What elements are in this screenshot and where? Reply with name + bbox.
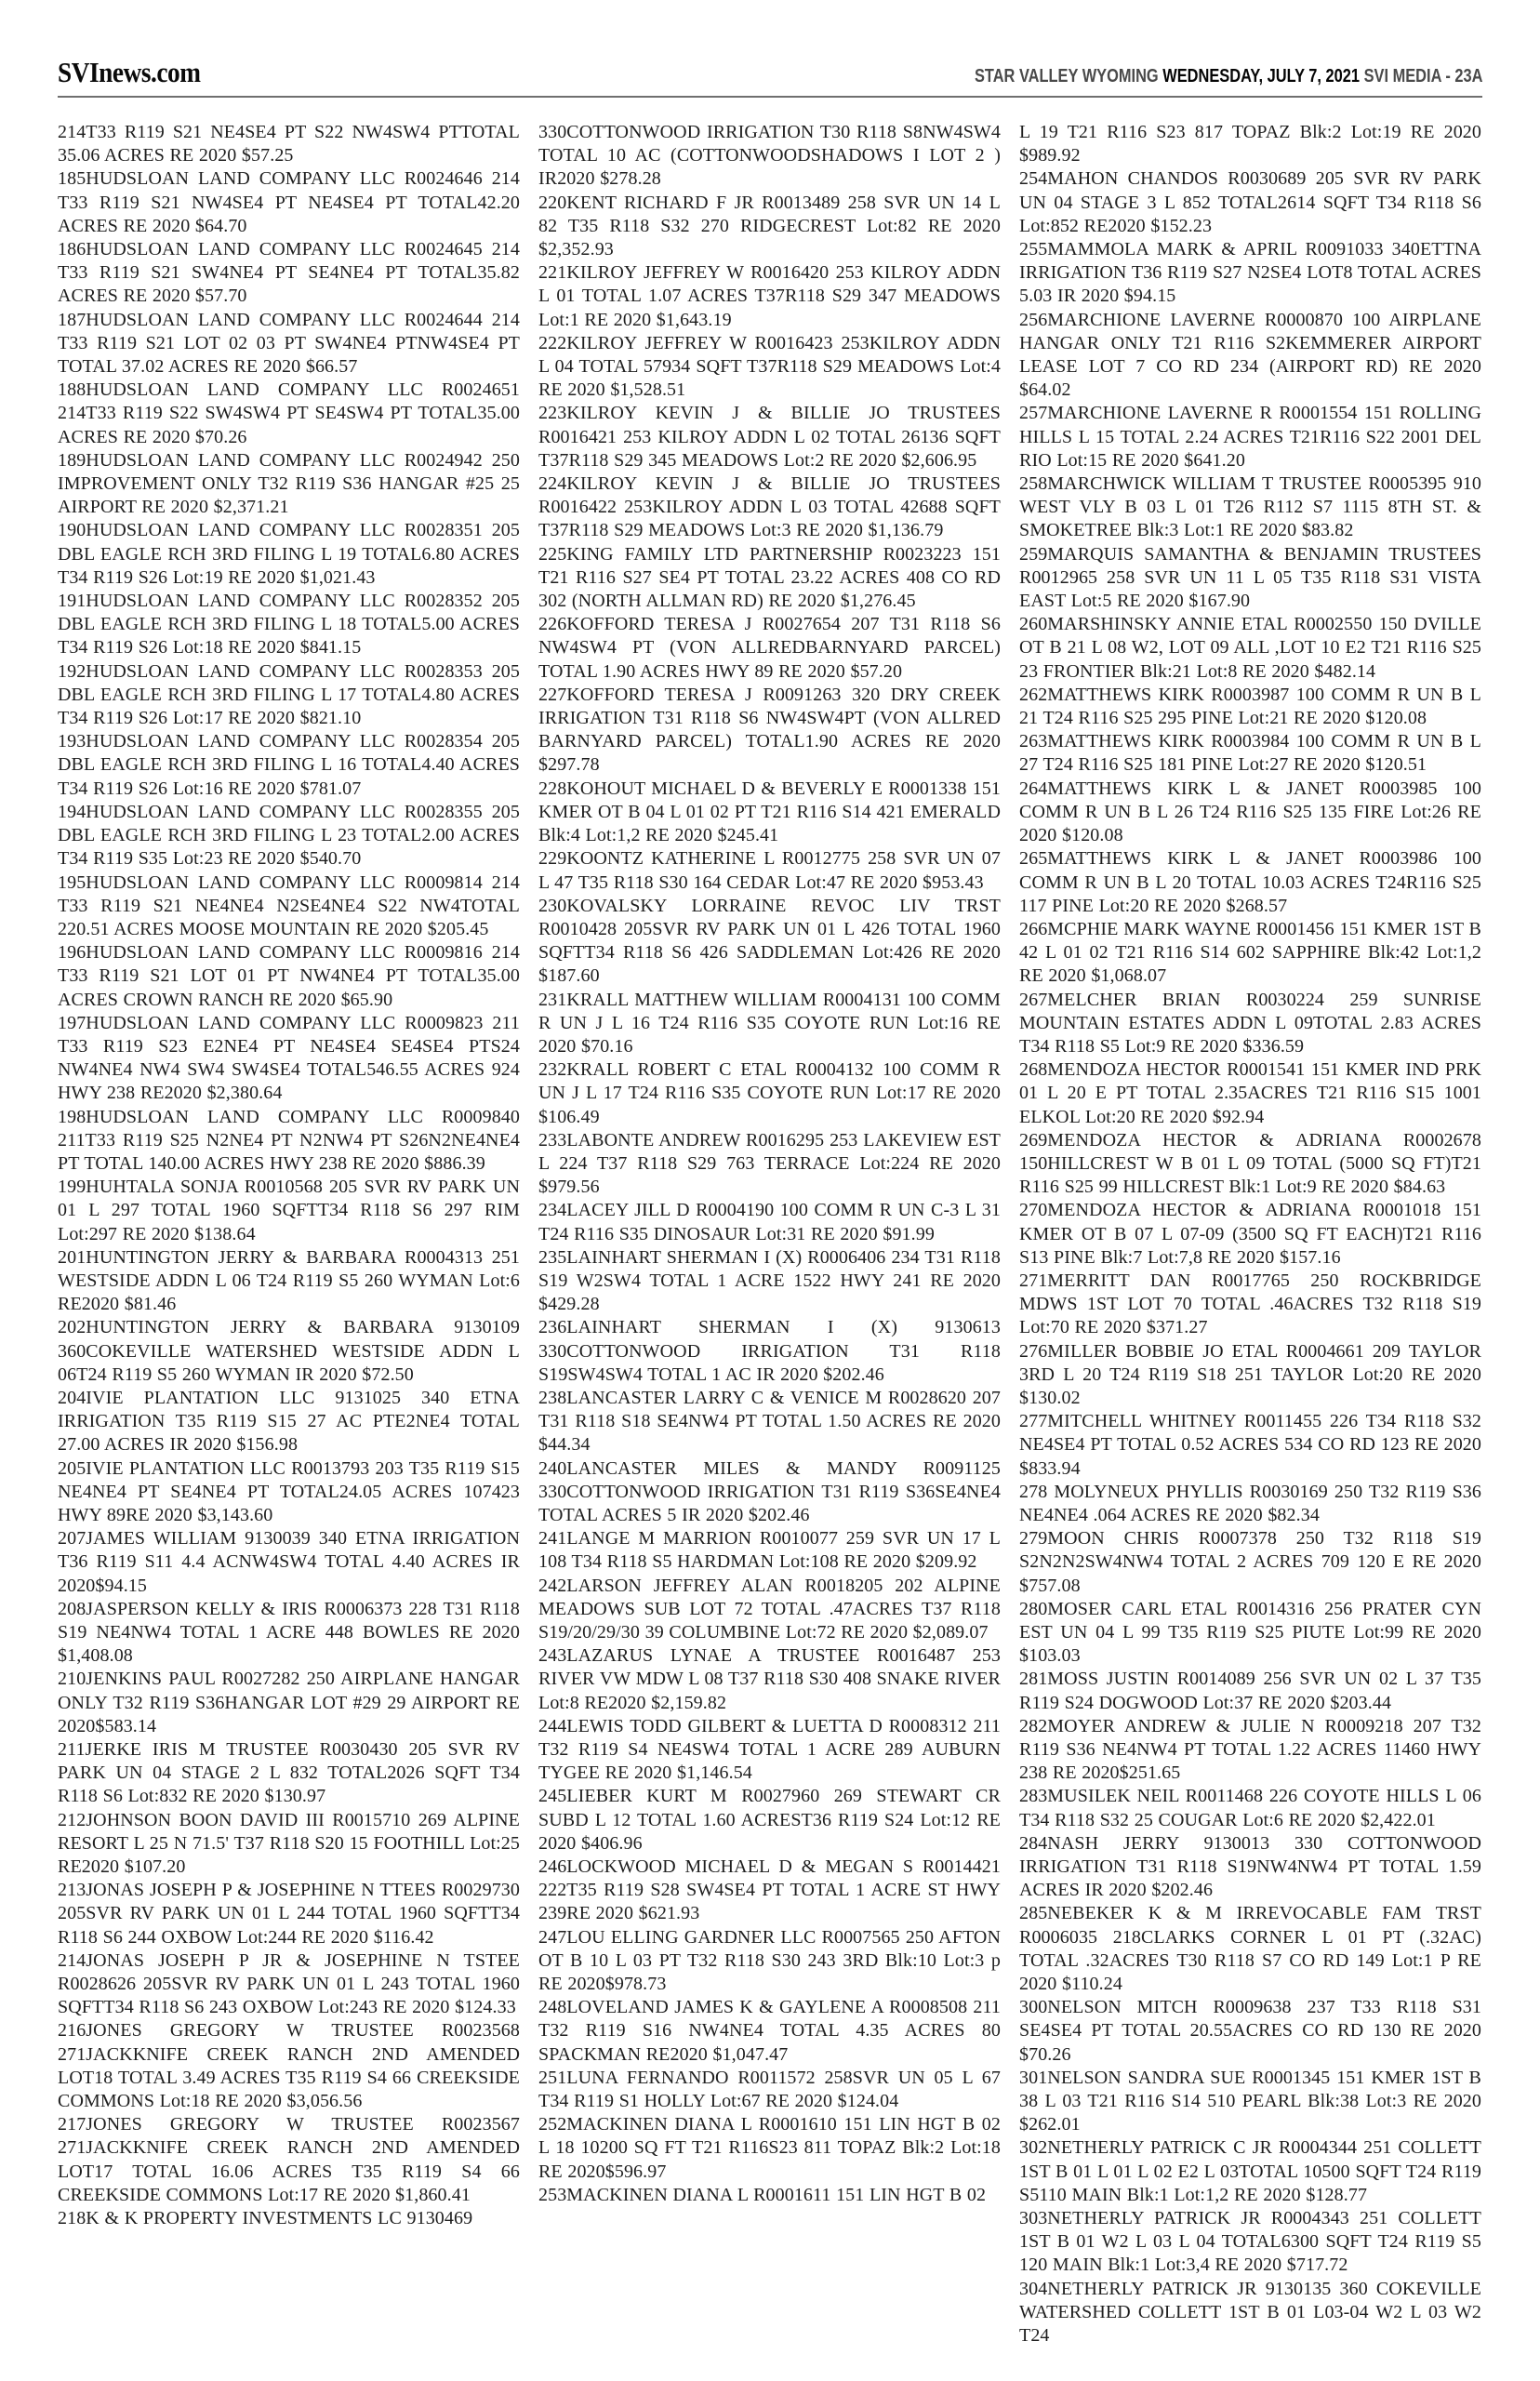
notice-entry: 252MACKINEN DIANA L R0001610 151 LIN HGT B 02 L 18 10200 SQ FT T21 R116S23 811 TOPAZ Blk:2 Lot:18 RE 2020$596.97: [538, 2114, 1001, 2182]
notice-entry: 269MENDOZA HECTOR & ADRIANA R0002678 150HILLCREST W B 01 L 09 TOTAL (5000 SQ FT)T21 R116 S25 99 HILLCREST Blk:1 Lot:9 RE 2020 $84.63: [1019, 1129, 1481, 1198]
notice-entry: 214JONAS JOSEPH P JR & JOSEPHINE N TSTEE R0028626 205SVR RV PARK UN 01 L 243 TOTAL 1960 SQFTT34 R118 S6 243 OXBOW Lot:243 RE 2020 $124.33: [58, 1949, 520, 2018]
notice-entry: 232KRALL ROBERT C ETAL R0004132 100 COMM R UN J L 17 T24 R116 S35 COYOTE RUN Lot:17 RE 2020 $106.49: [538, 1059, 1001, 1127]
notice-entry: 279MOON CHRIS R0007378 250 T32 R118 S19 S2N2N2SW4NW4 TOTAL 2 ACRES 709 120 E RE 2020 $757.08: [1019, 1528, 1481, 1596]
notice-entry: 222KILROY JEFFREY W R0016423 253KILROY ADDN L 04 TOTAL 57934 SQFT T37R118 S29 MEADOWS Lot:4 RE 2020 $1,528.51: [538, 332, 1001, 401]
notice-column-3: [1019, 121, 1481, 2348]
notice-entry: 271MERRITT DAN R0017765 250 ROCKBRIDGE MDWS 1ST LOT 70 TOTAL .46ACRES T32 R118 S19 Lot:70 RE 2020 $371.27: [1019, 1270, 1481, 1338]
notice-entry: 187HUDSLOAN LAND COMPANY LLC R0024644 214 T33 R119 S21 LOT 02 03 PT SW4NE4 PTNW4SE4 PT TOTAL 37.02 ACRES RE 2020 $66.57: [58, 309, 520, 378]
masthead-info: [974, 66, 1482, 87]
notice-entry: 214T33 R119 S21 NE4SE4 PT S22 NW4SW4 PTTOTAL 35.06 ACRES RE 2020 $57.25: [58, 122, 520, 166]
notice-entry: 277MITCHELL WHITNEY R0011455 226 T34 R118 S32 NE4SE4 PT TOTAL 0.52 ACRES 534 CO RD 123 RE 2020 $833.94: [1019, 1411, 1481, 1479]
notice-entry: 259MARQUIS SAMANTHA & BENJAMIN TRUSTEES R0012965 258 SVR UN 11 L 05 T35 R118 S31 VISTA EAST Lot:5 RE 2020 $167.90: [1019, 543, 1481, 612]
notice-entry: 196HUDSLOAN LAND COMPANY LLC R0009816 214 T33 R119 S21 LOT 01 PT NW4NE4 PT TOTAL35.00 ACRES CROWN RANCH RE 2020 $65.90: [58, 942, 520, 1010]
notice-entry: 188HUDSLOAN LAND COMPANY LLC R0024651 214T33 R119 S22 SW4SW4 PT SE4SW4 PT TOTAL35.00 ACRES RE 2020 $70.26: [58, 379, 520, 447]
region-label: STAR VALLEY WYOMING: [974, 66, 1162, 86]
notice-entry: 258MARCHWICK WILLIAM T TRUSTEE R0005395 910 WEST VLY B 03 L 01 T26 R112 S7 1115 8TH ST. & SMOKETREE Blk:3 Lot:1 RE 2020 $83.82: [1019, 473, 1481, 541]
notice-entry: 264MATTHEWS KIRK L & JANET R0003985 100 COMM R UN B L 26 T24 R116 S25 135 FIRE Lot:26 RE 2020 $120.08: [1019, 778, 1481, 846]
header-rule: [58, 96, 1482, 98]
notice-entry: 303NETHERLY PATRICK JR R0004343 251 COLLETT 1ST B 01 W2 L 03 L 04 TOTAL6300 SQFT T24 R119 S5 120 MAIN Blk:1 Lot:3,4 RE 2020 $717.72: [1019, 2208, 1481, 2276]
notice-entry: 195HUDSLOAN LAND COMPANY LLC R0009814 214 T33 R119 S21 NE4NE4 N2SE4NE4 S22 NW4TOTAL 220.51 ACRES MOOSE MOUNTAIN RE 2020 $205.45: [58, 871, 520, 939]
edition-page-label: SVI MEDIA - 23A: [1363, 66, 1482, 86]
notice-entry: 260MARSHINSKY ANNIE ETAL R0002550 150 DVILLE OT B 21 L 08 W2, LOT 09 ALL ,LOT 10 E2 T21 R116 S25 23 FRONTIER Blk:21 Lot:8 RE 2020 $482.14: [1019, 614, 1481, 682]
notice-entry: 263MATTHEWS KIRK R0003984 100 COMM R UN B L 27 T24 R116 S25 181 PINE Lot:27 RE 2020 $120.51: [1019, 731, 1481, 776]
notice-entry: 243LAZARUS LYNAE A TRUSTEE R0016487 253 RIVER VW MDW L 08 T37 R118 S30 408 SNAKE RIVER Lot:8 RE2020 $2,159.82: [538, 1645, 1001, 1713]
notice-entry: 194HUDSLOAN LAND COMPANY LLC R0028355 205 DBL EAGLE RCH 3RD FILING L 23 TOTAL2.00 ACRES T34 R119 S35 Lot:23 RE 2020 $540.70: [58, 801, 520, 870]
notice-entry: 330COTTONWOOD IRRIGATION T30 R118 S8NW4SW4 TOTAL 10 AC (COTTONWOODSHADOWS I LOT 2 ) IR2020 $278.28: [538, 122, 1001, 190]
notice-entry: 284NASH JERRY 9130013 330 COTTONWOOD IRRIGATION T31 R118 S19NW4NW4 PT TOTAL 1.59 ACRES IR 2020 $202.46: [1019, 1832, 1481, 1901]
notice-entry: 221KILROY JEFFREY W R0016420 253 KILROY ADDN L 01 TOTAL 1.07 ACRES T37R118 S29 347 MEADOWS Lot:1 RE 2020 $1,643.19: [538, 262, 1001, 330]
notice-entry: 248LOVELAND JAMES K & GAYLENE A R0008508 211 T32 R119 S16 NW4NE4 TOTAL 4.35 ACRES 80 SPACKMAN RE2020 $1,047.47: [538, 1997, 1001, 2065]
notice-entry: 208JASPERSON KELLY & IRIS R0006373 228 T31 R118 S19 NE4NW4 TOTAL 1 ACRE 448 BOWLES RE 2020 $1,408.08: [58, 1598, 520, 1667]
notice-entry: 302NETHERLY PATRICK C JR R0004344 251 COLLETT 1ST B 01 L 01 L 02 E2 L 03TOTAL 10500 SQFT T24 R119 S5110 MAIN Blk:1 Lot:1,2 RE 2020 $128.77: [1019, 2137, 1481, 2205]
notice-entry: 207JAMES WILLIAM 9130039 340 ETNA IRRIGATION T36 R119 S11 4.4 ACNW4SW4 TOTAL 4.40 ACRES IR 2020$94.15: [58, 1528, 520, 1596]
notice-entry: 304NETHERLY PATRICK JR 9130135 360 COKEVILLE WATERSHED COLLETT 1ST B 01 L03-04 W2 L 03 W2 T24: [1019, 2278, 1481, 2347]
notice-entry: 223KILROY KEVIN J & BILLIE JO TRUSTEES R0016421 253 KILROY ADDN L 02 TOTAL 26136 SQFT T37R118 S29 345 MEADOWS Lot:2 RE 2020 $2,606.95: [538, 403, 1001, 471]
notice-entry: 226KOFFORD TERESA J R0027654 207 T31 R118 S6 NW4SW4 PT (VON ALLREDBARNYARD PARCEL) TOTAL 1.90 ACRES HWY 89 RE 2020 $57.20: [538, 614, 1001, 682]
notice-entry: 262MATTHEWS KIRK R0003987 100 COMM R UN B L 21 T24 R116 S25 295 PINE Lot:21 RE 2020 $120.08: [1019, 684, 1481, 729]
notice-entry: 236LAINHART SHERMAN I (X) 9130613 330COTTONWOOD IRRIGATION T31 R118 S19SW4SW4 TOTAL 1 AC IR 2020 $202.46: [538, 1317, 1001, 1385]
notice-entry: 213JONAS JOSEPH P & JOSEPHINE N TTEES R0029730 205SVR RV PARK UN 01 L 244 TOTAL 1960 SQFTT34 R118 S6 244 OXBOW Lot:244 RE 2020 $116.42: [58, 1880, 520, 1948]
notice-entry: 235LAINHART SHERMAN I (X) R0006406 234 T31 R118 S19 W2SW4 TOTAL 1 ACRE 1522 HWY 241 RE 2020 $429.28: [538, 1246, 1001, 1315]
notice-entry: 238LANCASTER LARRY C & VENICE M R0028620 207 T31 R118 S18 SE4NW4 PT TOTAL 1.50 ACRES RE 2020 $44.34: [538, 1387, 1001, 1456]
notice-entry: 185HUDSLOAN LAND COMPANY LLC R0024646 214 T33 R119 S21 NW4SE4 PT NE4SE4 PT TOTAL42.20 ACRES RE 2020 $64.70: [58, 168, 520, 236]
notice-entry: 227KOFFORD TERESA J R0091263 320 DRY CREEK IRRIGATION T31 R118 S6 NW4SW4PT (VON ALLRED BARNYARD PARCEL) TOTAL1.90 ACRES RE 2020 $297.78: [538, 684, 1001, 776]
notice-entry: 217JONES GREGORY W TRUSTEE R0023567 271JACKKNIFE CREEK RANCH 2ND AMENDED LOT17 TOTAL 16.06 ACRES T35 R119 S4 66 CREEKSIDE COMMONS Lot:17 RE 2020 $1,860.41: [58, 2114, 520, 2205]
notice-entry: 240LANCASTER MILES & MANDY R0091125 330COTTONWOOD IRRIGATION T31 R119 S36SE4NE4 TOTAL ACRES 5 IR 2020 $202.46: [538, 1457, 1001, 1525]
notice-entry: 190HUDSLOAN LAND COMPANY LLC R0028351 205 DBL EAGLE RCH 3RD FILING L 19 TOTAL6.80 ACRES T34 R119 S26 Lot:19 RE 2020 $1,021.43: [58, 520, 520, 588]
notice-entry: 280MOSER CARL ETAL R0014316 256 PRATER CYN EST UN 04 L 99 T35 R119 S25 PIUTE Lot:99 RE 2020 $103.03: [1019, 1598, 1481, 1667]
notice-entry: 229KOONTZ KATHERINE L R0012775 258 SVR UN 07 L 47 T35 R118 S30 164 CEDAR Lot:47 RE 2020 $953.43: [538, 848, 1001, 893]
notice-entry: 228KOHOUT MICHAEL D & BEVERLY E R0001338 151 KMER OT B 04 L 01 02 PT T21 R116 S14 421 EMERALD Blk:4 Lot:1,2 RE 2020 $245.41: [538, 778, 1001, 846]
notice-entry: 231KRALL MATTHEW WILLIAM R0004131 100 COMM R UN J L 16 T24 R116 S35 COYOTE RUN Lot:16 RE 2020 $70.16: [538, 989, 1001, 1057]
notice-entry: 216JONES GREGORY W TRUSTEE R0023568 271JACKKNIFE CREEK RANCH 2ND AMENDED LOT18 TOTAL 3.49 ACRES T35 R119 S4 66 CREEKSIDE COMMONS Lot:18 RE 2020 $3,056.56: [58, 2020, 520, 2112]
notice-entry: 205IVIE PLANTATION LLC R0013793 203 T35 R119 S15 NE4NE4 PT SE4NE4 PT TOTAL24.05 ACRES 107423 HWY 89RE 2020 $3,143.60: [58, 1457, 520, 1525]
notice-entry: 204IVIE PLANTATION LLC 9131025 340 ETNA IRRIGATION T35 R119 S15 27 AC PTE2NE4 TOTAL 27.00 ACRES IR 2020 $156.98: [58, 1387, 520, 1456]
notice-entry: 192HUDSLOAN LAND COMPANY LLC R0028353 205 DBL EAGLE RCH 3RD FILING L 17 TOTAL4.80 ACRES T34 R119 S26 Lot:17 RE 2020 $821.10: [58, 660, 520, 729]
notice-entry: 241LANGE M MARRION R0010077 259 SVR UN 17 L 108 T34 R118 S5 HARDMAN Lot:108 RE 2020 $209.92: [538, 1528, 1001, 1573]
notice-entry: 247LOU ELLING GARDNER LLC R0007565 250 AFTON OT B 10 L 03 PT T32 R118 S30 243 3RD Blk:10 Lot:3 p RE 2020$978.73: [538, 1926, 1001, 1995]
notice-entry: 210JENKINS PAUL R0027282 250 AIRPLANE HANGAR ONLY T32 R119 S36HANGAR LOT #29 29 AIRPORT RE 2020$583.14: [58, 1669, 520, 1736]
notice-entry: 212JOHNSON BOON DAVID III R0015710 269 ALPINE RESORT L 25 N 71.5' T37 R118 S20 15 FOOTHILL Lot:25 RE2020 $107.20: [58, 1809, 520, 1878]
notice-entry: 283MUSILEK NEIL R0011468 226 COYOTE HILLS L 06 T34 R118 S32 25 COUGAR Lot:6 RE 2020 $2,422.01: [1019, 1786, 1481, 1830]
notice-entry: 266MCPHIE MARK WAYNE R0001456 151 KMER 1ST B 42 L 01 02 T21 R116 S14 602 SAPPHIRE Blk:42 Lot:1,2 RE 2020 $1,068.07: [1019, 918, 1481, 987]
masthead: [58, 54, 1482, 93]
notice-entry: 278 MOLYNEUX PHYLLIS R0030169 250 T32 R119 S36 NE4NE4 .064 ACRES RE 2020 $82.34: [1019, 1481, 1481, 1525]
notice-entry: 282MOYER ANDREW & JULIE N R0009218 207 T32 R119 S36 NE4NW4 PT TOTAL 1.22 ACRES 11460 HWY 238 RE 2020$251.65: [1019, 1715, 1481, 1784]
notice-entry: 254MAHON CHANDOS R0030689 205 SVR RV PARK UN 04 STAGE 3 L 852 TOTAL2614 SQFT T34 R118 S6 Lot:852 RE2020 $152.23: [1019, 168, 1481, 236]
notice-entry: 257MARCHIONE LAVERNE R R0001554 151 ROLLING HILLS L 15 TOTAL 2.24 ACRES T21R116 S22 2001 DEL RIO Lot:15 RE 2020 $641.20: [1019, 403, 1481, 471]
notice-entry: 267MELCHER BRIAN R0030224 259 SUNRISE MOUNTAIN ESTATES ADDN L 09TOTAL 2.83 ACRES T34 R118 S5 Lot:9 RE 2020 $336.59: [1019, 989, 1481, 1057]
notice-entry: 242LARSON JEFFREY ALAN R0018205 202 ALPINE MEADOWS SUB LOT 72 TOTAL .47ACRES T37 R118 S19/20/29/30 39 COLUMBINE Lot:72 RE 2020 $2,089.07: [538, 1575, 1001, 1643]
notice-column-2: [538, 121, 1001, 2207]
notice-entry: 300NELSON MITCH R0009638 237 T33 R118 S31 SE4SE4 PT TOTAL 20.55ACRES CO RD 130 RE 2020 $70.26: [1019, 1997, 1481, 2065]
notice-entry: 301NELSON SANDRA SUE R0001345 151 KMER 1ST B 38 L 03 T21 R116 S14 510 PEARL Blk:38 Lot:3 RE 2020 $262.01: [1019, 2067, 1481, 2135]
notice-entry: 265MATTHEWS KIRK L & JANET R0003986 100 COMM R UN B L 20 TOTAL 10.03 ACRES T24R116 S25 117 PINE Lot:20 RE 2020 $268.57: [1019, 848, 1481, 916]
notice-entry: 245LIEBER KURT M R0027960 269 STEWART CR SUBD L 12 TOTAL 1.60 ACREST36 R119 S24 Lot:12 RE 2020 $406.96: [538, 1786, 1001, 1854]
notice-entry: L 19 T21 R116 S23 817 TOPAZ Blk:2 Lot:19 RE 2020 $989.92: [1019, 122, 1481, 166]
notice-entry: 230KOVALSKY LORRAINE REVOC LIV TRST R0010428 205SVR RV PARK UN 01 L 426 TOTAL 1960 SQFTT34 R118 S6 426 SADDLEMAN Lot:426 RE 2020 $187.60: [538, 895, 1001, 987]
notice-entry: 270MENDOZA HECTOR & ADRIANA R0001018 151 KMER OT B 07 L 07-09 (3500 SQ FT EACH)T21 R116 S13 PINE Blk:7 Lot:7,8 RE 2020 $157.16: [1019, 1200, 1481, 1268]
notice-entry: 246LOCKWOOD MICHAEL D & MEGAN S R0014421 222T35 R119 S28 SW4SE4 PT TOTAL 1 ACRE ST HWY 239RE 2020 $621.93: [538, 1856, 1001, 1924]
notice-entry: 251LUNA FERNANDO R0011572 258SVR UN 05 L 67 T34 R119 S1 HOLLY Lot:67 RE 2020 $124.04: [538, 2067, 1001, 2112]
notice-entry: 189HUDSLOAN LAND COMPANY LLC R0024942 250 IMPROVEMENT ONLY T32 R119 S36 HANGAR #25 25 AIRPORT RE 2020 $2,371.21: [58, 449, 520, 518]
notice-entry: 186HUDSLOAN LAND COMPANY LLC R0024645 214 T33 R119 S21 SW4NE4 PT SE4NE4 PT TOTAL35.82 ACRES RE 2020 $57.70: [58, 239, 520, 307]
notice-entry: 193HUDSLOAN LAND COMPANY LLC R0028354 205 DBL EAGLE RCH 3RD FILING L 16 TOTAL4.40 ACRES T34 R119 S26 Lot:16 RE 2020 $781.07: [58, 731, 520, 799]
site-logo: SVInews.com: [58, 56, 201, 88]
notice-entry: 224KILROY KEVIN J & BILLIE JO TRUSTEES R0016422 253KILROY ADDN L 03 TOTAL 42688 SQFT T37R118 S29 MEADOWS Lot:3 RE 2020 $1,136.79: [538, 473, 1001, 541]
notice-columns: [58, 121, 1481, 2348]
notice-entry: 225KING FAMILY LTD PARTNERSHIP R0023223 151 T21 R116 S27 SE4 PT TOTAL 23.22 ACRES 408 CO RD 302 (NORTH ALLMAN RD) RE 2020 $1,276.45: [538, 543, 1001, 612]
notice-entry: 202HUNTINGTON JERRY & BARBARA 9130109 360COKEVILLE WATERSHED WESTSIDE ADDN L 06T24 R119 S5 260 WYMAN IR 2020 $72.50: [58, 1317, 520, 1385]
notice-entry: 197HUDSLOAN LAND COMPANY LLC R0009823 211 T33 R119 S23 E2NE4 PT NE4SE4 SE4SE4 PTS24 NW4NE4 NW4 SW4 SW4SE4 TOTAL546.55 ACRES 924 HWY 238 RE2020 $2,380.64: [58, 1012, 520, 1104]
notice-entry: 281MOSS JUSTIN R0014089 256 SVR UN 02 L 37 T35 R119 S24 DOGWOOD Lot:37 RE 2020 $203.44: [1019, 1669, 1481, 1713]
date-label: WEDNESDAY, JULY 7, 2021: [1162, 66, 1364, 86]
notice-entry: 199HUHTALA SONJA R0010568 205 SVR RV PARK UN 01 L 297 TOTAL 1960 SQFTT34 R118 S6 297 RIM Lot:297 RE 2020 $138.64: [58, 1177, 520, 1244]
notice-entry: 211JERKE IRIS M TRUSTEE R0030430 205 SVR RV PARK UN 04 STAGE 2 L 832 TOTAL2026 SQFT T34 R118 S6 Lot:832 RE 2020 $130.97: [58, 1739, 520, 1807]
notice-entry: 244LEWIS TODD GILBERT & LUETTA D R0008312 211 T32 R119 S4 NE4SW4 TOTAL 1 ACRE 289 AUBURN TYGEE RE 2020 $1,146.54: [538, 1715, 1001, 1784]
notice-entry: 268MENDOZA HECTOR R0001541 151 KMER IND PRK 01 L 20 E PT TOTAL 2.35ACRES T21 R116 S15 1001 ELKOL Lot:20 RE 2020 $92.94: [1019, 1059, 1481, 1127]
notice-entry: 191HUDSLOAN LAND COMPANY LLC R0028352 205 DBL EAGLE RCH 3RD FILING L 18 TOTAL5.00 ACRES T34 R119 S26 Lot:18 RE 2020 $841.15: [58, 591, 520, 658]
notice-entry: 218K & K PROPERTY INVESTMENTS LC 9130469: [58, 2208, 473, 2229]
notice-column-1: [58, 121, 520, 2230]
notice-entry: 234LACEY JILL D R0004190 100 COMM R UN C-3 L 31 T24 R116 S35 DINOSAUR Lot:31 RE 2020 $91.99: [538, 1200, 1001, 1244]
notice-entry: 233LABONTE ANDREW R0016295 253 LAKEVIEW EST L 224 T37 R118 S29 763 TERRACE Lot:224 RE 2020 $979.56: [538, 1129, 1001, 1198]
notice-entry: 198HUDSLOAN LAND COMPANY LLC R0009840 211T33 R119 S25 N2NE4 PT N2NW4 PT S26N2NE4NE4 PT TOTAL 140.00 ACRES HWY 238 RE 2020 $886.39: [58, 1106, 520, 1174]
notice-entry: 256MARCHIONE LAVERNE R0000870 100 AIRPLANE HANGAR ONLY T21 R116 S2KEMMERER AIRPORT LEASE LOT 7 CO RD 234 (AIRPORT RD) RE 2020 $64.02: [1019, 309, 1481, 401]
notice-entry: 276MILLER BOBBIE JO ETAL R0004661 209 TAYLOR 3RD L 20 T24 R119 S18 251 TAYLOR Lot:20 RE 2020 $130.02: [1019, 1340, 1481, 1408]
notice-entry: 285NEBEKER K & M IRREVOCABLE FAM TRST R0006035 218CLARKS CORNER L 01 PT (.32AC) TOTAL .32ACRES T30 R118 S7 CO RD 149 Lot:1 P RE 2020 $110.24: [1019, 1903, 1481, 1995]
notice-entry: 220KENT RICHARD F JR R0013489 258 SVR UN 14 L 82 T35 R118 S32 270 RIDGECREST Lot:82 RE 2020 $2,352.93: [538, 192, 1001, 260]
notice-entry: 201HUNTINGTON JERRY & BARBARA R0004313 251 WESTSIDE ADDN L 06 T24 R119 S5 260 WYMAN Lot:6 RE2020 $81.46: [58, 1246, 520, 1315]
notice-entry: 255MAMMOLA MARK & APRIL R0091033 340ETTNA IRRIGATION T36 R119 S27 N2SE4 LOT8 TOTAL ACRES 5.03 IR 2020 $94.15: [1019, 239, 1481, 307]
notice-entry: 253MACKINEN DIANA L R0001611 151 LIN HGT B 02: [538, 2184, 987, 2205]
